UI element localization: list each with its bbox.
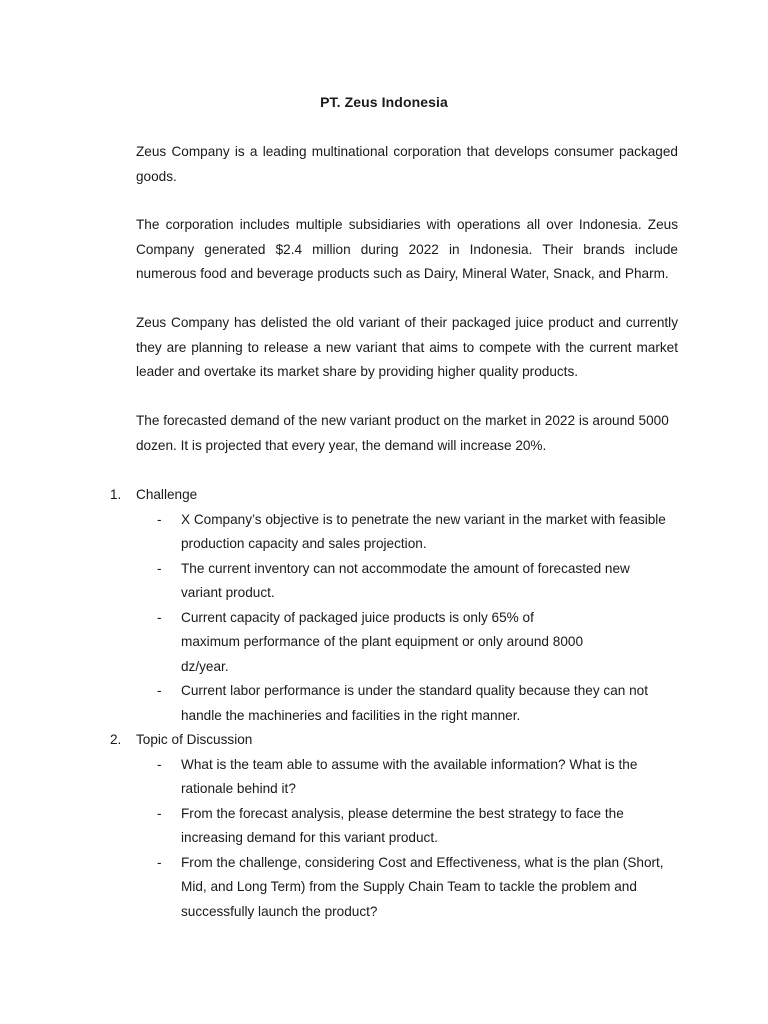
bullet-text: Current capacity of packaged juice products is only 65% of maximum performance of the plant equipment or only around 8000 dz/year.	[181, 609, 583, 674]
dash-bullet: -	[157, 805, 162, 821]
paragraph-intro: Zeus Company is a leading multinational corporation that develops consumer packaged goods.	[136, 144, 678, 184]
dash-bullet: -	[157, 756, 162, 772]
bullet-text: X Company’s objective is to penetrate the new variant in the market with feasible production capacity and sales projection.	[181, 511, 666, 551]
bullet-item	[0, 679, 768, 728]
numbered-list	[0, 483, 768, 924]
dash-bullet: -	[157, 560, 162, 576]
list-item-topic-of-discussion	[0, 728, 768, 753]
paragraph-subsidiaries: The corporation includes multiple subsidiaries with operations all over Indonesia. Zeus Company generated $2.4 million during 2022 in Indonesia. Their brands include numerous food and beverage products such as Dairy, Mineral Water, Snack, and Pharm.	[136, 217, 678, 281]
dash-bullet: -	[157, 511, 162, 527]
list-item-label: Topic of Discussion	[136, 732, 253, 747]
dash-bullet: -	[157, 683, 162, 698]
list-item-number: 1.	[110, 487, 122, 502]
bullet-text: From the challenge, considering Cost and Effectiveness, what is the plan (Short, Mid, and Long Term) from the Supply Chain Team to tackle the problem and successfully launch the product?	[181, 854, 664, 919]
bullet-item	[0, 557, 768, 606]
paragraph-new-variant: Zeus Company has delisted the old variant of their packaged juice product and currently they are planning to release a new variant that aims to compete with the current market leader and overtake its market share by providing higher quality products.	[136, 315, 678, 379]
dash-bullet: -	[157, 609, 162, 625]
bullet-item	[0, 508, 768, 557]
bullet-item	[0, 802, 768, 851]
bullet-item	[0, 851, 768, 925]
list-item-number: 2.	[110, 732, 122, 747]
paragraph-forecast: The forecasted demand of the new variant product on the market in 2022 is around 5000 dozen. It is projected that every year, the demand will increase 20%.	[136, 413, 669, 453]
bullet-item	[0, 753, 768, 802]
bullet-text: Current labor performance is under the standard quality because they can not handle the machineries and facilities in the right manner.	[181, 683, 648, 723]
dash-bullet: -	[157, 854, 162, 870]
bullet-text: The current inventory can not accommodate the amount of forecasted new variant product.	[181, 560, 630, 600]
list-item-challenge	[0, 483, 768, 508]
bullet-item	[0, 606, 768, 680]
bullet-text: What is the team able to assume with the available information? What is the rationale behind it?	[181, 756, 638, 796]
document-title: PT. Zeus Indonesia	[320, 94, 448, 110]
list-item-label: Challenge	[136, 487, 198, 502]
bullet-text: From the forecast analysis, please determine the best strategy to face the increasing demand for this variant product.	[181, 805, 624, 845]
